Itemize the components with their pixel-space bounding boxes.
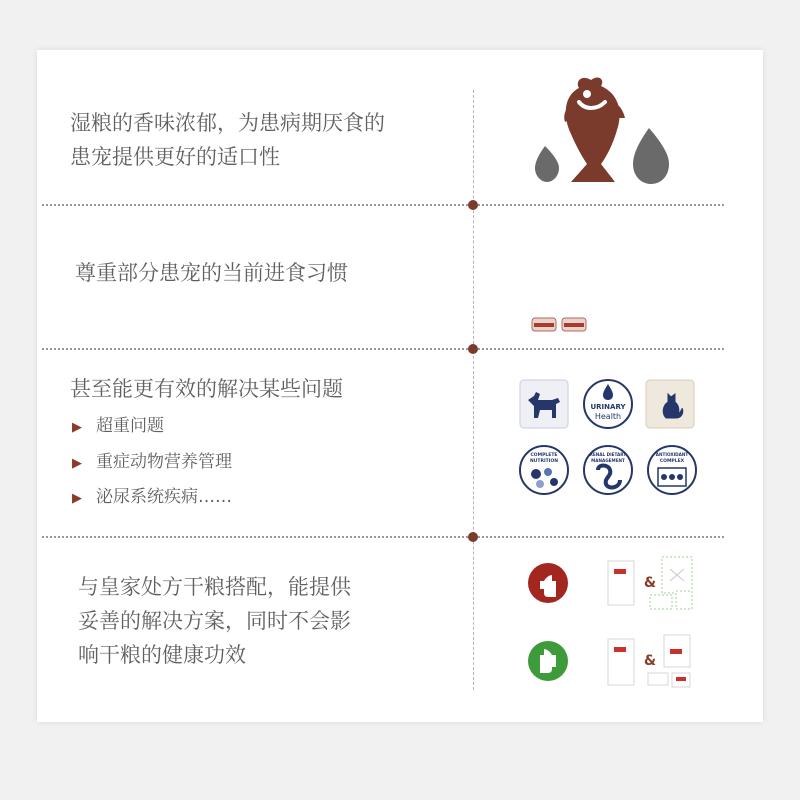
fish-drops-illustration xyxy=(525,72,675,188)
dry-food-bag-icon xyxy=(664,635,690,667)
bullet-triangle-icon: ▶ xyxy=(72,420,82,435)
row-4-line-2: 妥善的解决方案，同时不会影 xyxy=(78,609,351,633)
bullet-item xyxy=(72,450,232,476)
water-drop-icon xyxy=(633,128,669,184)
vertical-divider xyxy=(473,90,474,690)
divider-dot-1 xyxy=(468,200,478,210)
urinary-health-icon xyxy=(584,380,632,428)
row-3-text xyxy=(70,372,343,406)
wet-food-pouch-icon xyxy=(532,318,556,331)
row-4-line-3: 响干粮的健康功效 xyxy=(78,643,246,667)
benefit-badges xyxy=(518,378,698,498)
combination-comparison xyxy=(520,555,720,695)
row-divider-3 xyxy=(42,536,724,538)
urinary-label: URINARY xyxy=(590,403,626,411)
water-drop-icon xyxy=(535,146,559,182)
row-1-line-2: 患宠提供更好的适口性 xyxy=(70,145,280,169)
bullet-item xyxy=(72,485,232,511)
complete-label: COMPLETE xyxy=(530,453,558,458)
wet-food-can-icon xyxy=(650,591,692,609)
wet-food-pouches xyxy=(530,315,590,333)
row-4-line-1: 与皇家处方干粮搭配，能提供 xyxy=(78,575,351,599)
health-label: Health xyxy=(594,412,622,421)
row-2-text xyxy=(75,256,348,290)
bullet-label: 重症动物营养管理 xyxy=(96,452,232,472)
dry-food-bag-icon xyxy=(608,561,634,605)
divider-dot-2 xyxy=(468,344,478,354)
thumbs-up-icon xyxy=(528,641,568,681)
row-1-line-1: 湿粮的香味浓郁，为患病期厌食的 xyxy=(70,111,385,135)
antioxidant-complex-icon xyxy=(648,446,696,494)
renal-management-icon xyxy=(584,446,632,494)
row-2-line-1: 尊重部分患宠的当前进食习惯 xyxy=(75,261,348,285)
row-4-text xyxy=(78,570,351,672)
complete-nutrition-icon xyxy=(520,446,568,494)
antioxidant-label: ANTIOXIDANT xyxy=(655,452,689,457)
bullet-label: 超重问题 xyxy=(96,416,164,436)
dry-food-bag-icon xyxy=(608,639,634,685)
wet-food-can-icon xyxy=(648,673,690,687)
combo-ampersand: & xyxy=(643,653,657,669)
thumbs-down-icon xyxy=(528,563,568,603)
combo-ampersand: & xyxy=(643,575,657,591)
dry-food-bag-icon xyxy=(662,557,692,593)
wet-food-pouch-icon xyxy=(562,318,586,331)
bullet-triangle-icon: ▶ xyxy=(72,456,82,471)
row-3-line-1: 甚至能更有效的解决某些问题 xyxy=(70,377,343,401)
row-divider-1 xyxy=(42,204,724,206)
row-1-text xyxy=(70,106,385,174)
divider-dot-3 xyxy=(468,532,478,542)
renal-label: RENAL DIETARY xyxy=(589,452,627,457)
nutrition-label: NUTRITION xyxy=(530,459,558,464)
bullet-label: 泌尿系统疾病…… xyxy=(96,487,232,507)
management-label: MANAGEMENT xyxy=(591,458,625,463)
fish-icon xyxy=(564,78,625,182)
bullet-item xyxy=(72,414,164,440)
complex-label: COMPLEX xyxy=(659,459,685,464)
bullet-triangle-icon: ▶ xyxy=(72,491,82,506)
cat-icon xyxy=(646,380,694,428)
row-divider-2 xyxy=(42,348,724,350)
dog-icon xyxy=(520,380,568,428)
